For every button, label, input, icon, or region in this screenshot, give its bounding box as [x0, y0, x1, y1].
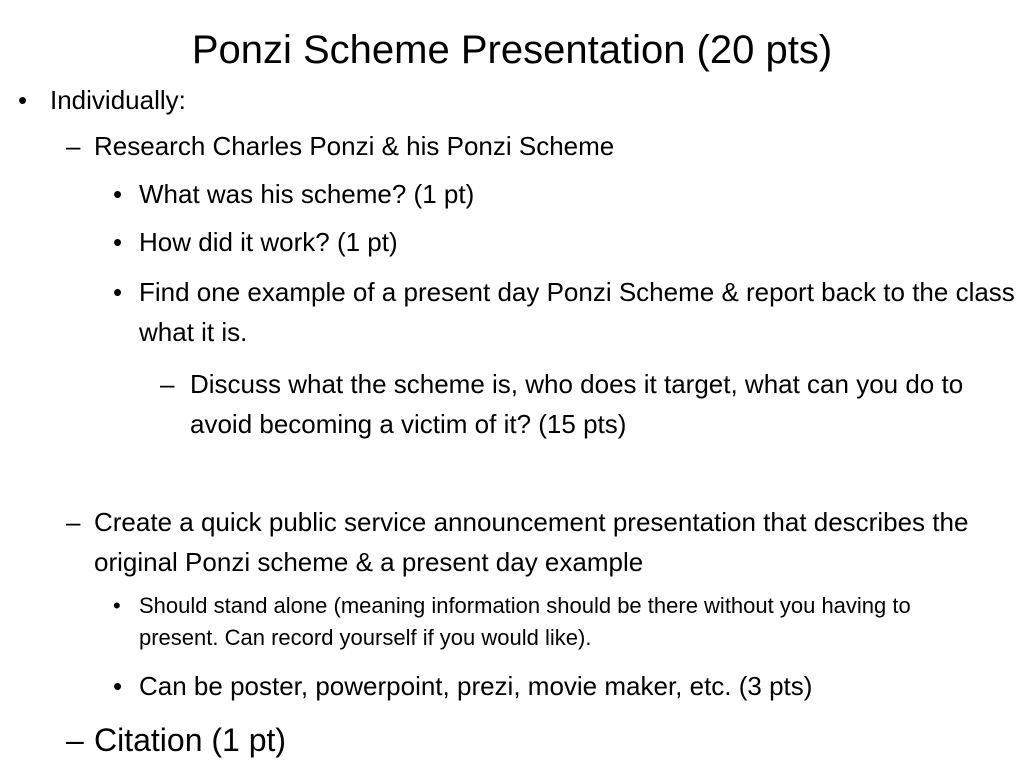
bullet-text: Should stand alone (meaning information should be there without you having to present. Can record yourself if you would like).	[139, 593, 911, 650]
dash-marker: –	[160, 369, 175, 399]
bullet-text: What was his scheme? (1 pt)	[139, 179, 475, 209]
bullet-discuss	[160, 364, 995, 444]
dash-marker: –	[66, 722, 84, 758]
bullet-citation	[66, 718, 966, 762]
bullet-marker: •	[113, 593, 121, 618]
bullet-individually	[18, 80, 1008, 120]
bullet-text: Can be poster, powerpoint, prezi, movie maker, etc. (3 pts)	[139, 671, 813, 701]
bullet-text: How did it work? (1 pt)	[139, 227, 398, 257]
bullet-marker: •	[113, 671, 123, 701]
bullet-marker: •	[113, 227, 123, 257]
bullet-marker: •	[18, 85, 28, 115]
slide-title: Ponzi Scheme Presentation (20 pts)	[191, 28, 833, 72]
bullet-can-be-poster	[113, 666, 1008, 706]
bullet-text: Citation (1 pt)	[94, 722, 287, 758]
dash-marker: –	[66, 131, 81, 161]
bullet-create-psa	[66, 502, 986, 582]
bullet-text: Individually:	[50, 85, 186, 115]
bullet-research	[66, 126, 1006, 166]
bullet-marker: •	[113, 179, 123, 209]
bullet-find-example	[113, 272, 1018, 352]
bullet-text: Create a quick public service announcement presentation that describes the original Ponzi scheme & a present day example	[94, 507, 969, 577]
bullet-text: Research Charles Ponzi & his Ponzi Scheme	[94, 131, 615, 161]
bullet-text: Discuss what the scheme is, who does it target, what can you do to avoid becoming a victim of it? (15 pts)	[190, 369, 964, 439]
bullet-marker: •	[113, 277, 123, 307]
bullet-text: Find one example of a present day Ponzi Scheme & report back to the class what it is.	[139, 277, 1015, 347]
bullet-what-scheme	[113, 174, 1008, 214]
bullet-stand-alone	[113, 590, 973, 654]
bullet-how-work	[113, 222, 1008, 262]
dash-marker: –	[66, 507, 81, 537]
